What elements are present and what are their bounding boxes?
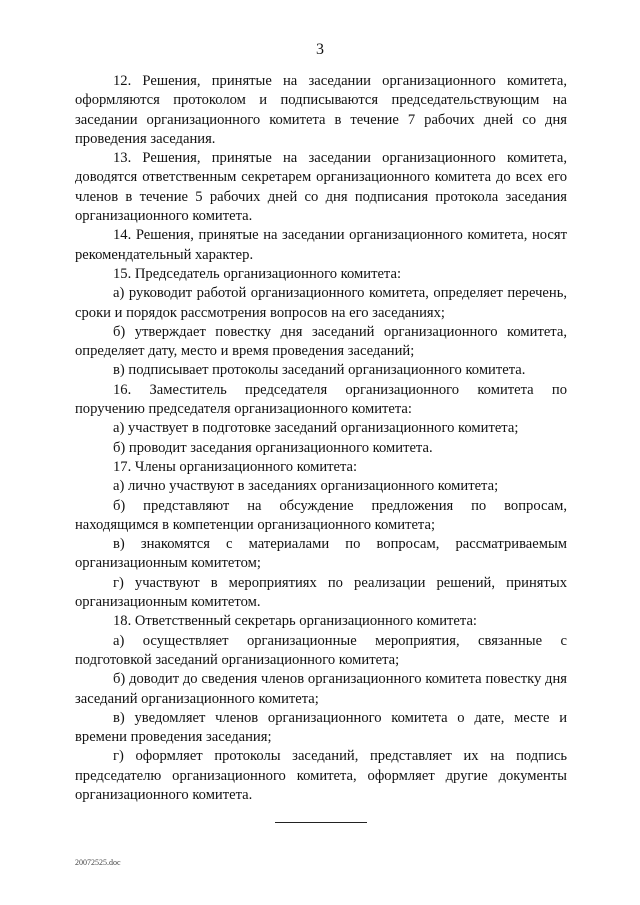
paragraph-15: 15. Председатель организационного комитета:: [113, 265, 402, 282]
paragraph-12: 12. Решения, принятые на заседании организационного комитета, оформляются протоколом и подписываются председательствующим на заседании организационного комитета в течение 7 рабочих дней со дня проведения заседания.: [75, 73, 567, 147]
document-body: [75, 72, 567, 805]
paragraph-15-v: в) подписывает протоколы заседаний организационного комитета.: [113, 362, 526, 379]
paragraph-17-g: г) участвуют в мероприятиях по реализации решений, принятых организационным комитетом.: [75, 574, 567, 611]
paragraph-16-a: а) участвует в подготовке заседаний организационного комитета;: [113, 420, 519, 437]
paragraph-18-b: б) доводит до сведения членов организационного комитета повестку дня заседаний организационного комитета;: [75, 671, 567, 707]
paragraph-16-b: б) проводит заседания организационного комитета.: [113, 439, 433, 456]
paragraph-17: 17. Члены организационного комитета:: [113, 458, 358, 475]
paragraph-13: 13. Решения, принятые на заседании организационного комитета, доводятся ответственным секретарем организационного комитета до всех его членов в течение 5 рабочих дней со дня подписания протокола заседания организационного комитета.: [75, 150, 567, 225]
page-number: 3: [316, 41, 324, 58]
paragraph-15-a: а) руководит работой организационного комитета, определяет перечень, сроки и порядок рассмотрения вопросов на его заседаниях;: [75, 285, 567, 321]
paragraph-16: 16. Заместитель председателя организационного комитета по поручению председателя организационного комитета:: [75, 381, 567, 418]
paragraph-17-b: б) представляют на обсуждение предложения по вопросам, находящимся в компетенции организационного комитета;: [75, 497, 567, 533]
paragraph-14: 14. Решения, принятые на заседании организационного комитета, носят рекомендательный характер.: [75, 227, 567, 263]
paragraph-18-v: в) уведомляет членов организационного комитета о дате, месте и времени проведения заседания;: [75, 709, 567, 746]
paragraph-17-v: в) знакомятся с материалами по вопросам, рассматриваемым организационным комитетом;: [75, 536, 567, 572]
paragraph-18-a: а) осуществляет организационные мероприятия, связанные с подготовкой заседаний организационного комитета;: [75, 632, 567, 668]
paragraph-18-g: г) оформляет протоколы заседаний, представляет их на подпись председателю организационного комитета, оформляет другие документы организационного комитета.: [75, 748, 567, 803]
footer-filename: 20072525.doc: [75, 858, 121, 867]
paragraph-18: 18. Ответственный секретарь организационного комитета:: [113, 613, 477, 630]
paragraph-15-b: б) утверждает повестку дня заседаний организационного комитета, определяет дату, место и время проведения заседаний;: [75, 323, 567, 360]
paragraph-17-a: а) лично участвуют в заседаниях организационного комитета;: [113, 478, 499, 495]
closing-rule: [275, 822, 367, 823]
